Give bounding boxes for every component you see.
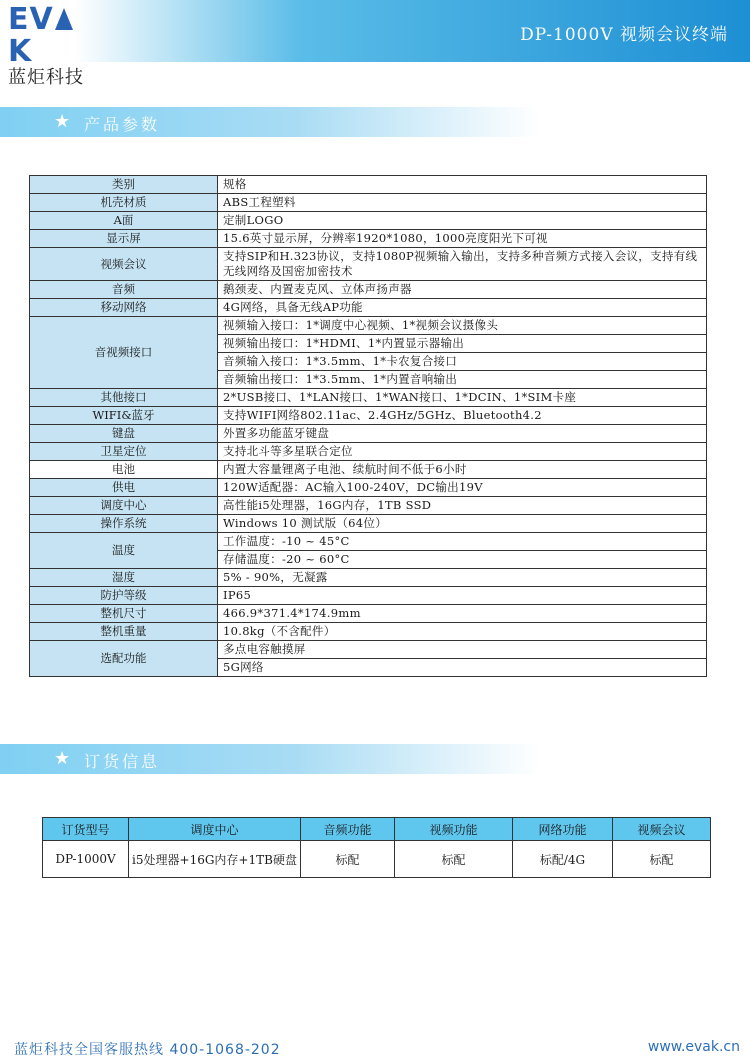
spec-row <box>30 248 707 281</box>
spec-table <box>29 175 707 677</box>
spec-value: 工作温度：-10 ~ 45°C <box>218 533 707 551</box>
order-cell: 标配/4G <box>513 841 613 878</box>
spec-value: 5% - 90%，无凝露 <box>218 569 707 587</box>
order-row <box>43 841 711 878</box>
spec-value: 2*USB接口、1*LAN接口、1*WAN接口、1*DCIN、1*SIM卡座 <box>218 389 707 407</box>
spec-row <box>30 515 707 533</box>
order-cell: 标配 <box>613 841 711 878</box>
params-section-bar <box>0 107 540 137</box>
page-header <box>0 0 750 88</box>
order-table <box>42 817 711 878</box>
order-header-cell: 音频功能 <box>301 818 395 841</box>
spec-key: 机壳材质 <box>30 194 218 212</box>
spec-value: 音频输出接口：1*3.5mm、1*内置音响输出 <box>218 371 707 389</box>
spec-row <box>30 479 707 497</box>
order-header-cell: 订货型号 <box>43 818 129 841</box>
spec-key: 键盘 <box>30 425 218 443</box>
spec-value: Windows 10 测试版（64位） <box>218 515 707 533</box>
spec-key: 防护等级 <box>30 587 218 605</box>
order-section-title: 订货信息 <box>84 752 161 771</box>
spec-key: 温度 <box>30 533 218 569</box>
website-link[interactable]: www.evak.cn <box>647 1039 740 1055</box>
spec-value: 视频输出接口：1*HDMI、1*内置显示器输出 <box>218 335 707 353</box>
spec-key: 类别 <box>30 176 218 194</box>
order-header-cell: 网络功能 <box>513 818 613 841</box>
spec-value: 支持SIP和H.323协议，支持1080P视频输入输出，支持多种音频方式接入会议，支持有线无线网络及国密加密技术 <box>218 248 707 281</box>
spec-row <box>30 605 707 623</box>
spec-value: 音频输入接口：1*3.5mm、1*卡农复合接口 <box>218 353 707 371</box>
spec-key: 整机重量 <box>30 623 218 641</box>
params-section-title: 产品参数 <box>84 115 161 134</box>
spec-row <box>30 299 707 317</box>
spec-row <box>30 281 707 299</box>
spec-value: 10.8kg（不含配件） <box>218 623 707 641</box>
spec-row <box>30 497 707 515</box>
order-cell: 标配 <box>395 841 513 878</box>
spec-key: 电池 <box>30 461 218 479</box>
spec-value: 4G网络，具备无线AP功能 <box>218 299 707 317</box>
spec-row <box>30 641 707 659</box>
brand-logo <box>8 2 88 88</box>
spec-row <box>30 389 707 407</box>
spec-value: 15.6英寸显示屏，分辨率1920*1080，1000亮度阳光下可视 <box>218 230 707 248</box>
order-cell: 标配 <box>301 841 395 878</box>
spec-row <box>30 569 707 587</box>
spec-row <box>30 317 707 335</box>
spec-value: 466.9*371.4*174.9mm <box>218 605 707 623</box>
spec-key: 显示屏 <box>30 230 218 248</box>
spec-key: 移动网络 <box>30 299 218 317</box>
spec-key: 其他接口 <box>30 389 218 407</box>
logo-cn-text: 蓝炬科技 <box>8 67 84 88</box>
spec-row <box>30 587 707 605</box>
spec-row <box>30 425 707 443</box>
spec-key: 供电 <box>30 479 218 497</box>
spec-key: 视频会议 <box>30 248 218 281</box>
spec-row <box>30 194 707 212</box>
order-header-row <box>43 818 711 841</box>
star-icon: ★ <box>54 748 71 769</box>
star-icon: ★ <box>54 111 71 132</box>
spec-row <box>30 407 707 425</box>
spec-header-row <box>30 176 707 194</box>
order-header-cell: 调度中心 <box>129 818 301 841</box>
spec-key: 音视频接口 <box>30 317 218 389</box>
spec-row <box>30 461 707 479</box>
spec-key: 操作系统 <box>30 515 218 533</box>
spec-value: 5G网络 <box>218 659 707 677</box>
spec-key: 湿度 <box>30 569 218 587</box>
spec-key: WIFI&蓝牙 <box>30 407 218 425</box>
spec-value: 视频输入接口：1*调度中心视频、1*视频会议摄像头 <box>218 317 707 335</box>
order-header-cell: 视频功能 <box>395 818 513 841</box>
spec-value: 存储温度：-20 ~ 60°C <box>218 551 707 569</box>
spec-value: 规格 <box>218 176 707 194</box>
spec-value: IP65 <box>218 587 707 605</box>
page-footer <box>0 1039 750 1061</box>
spec-row <box>30 230 707 248</box>
spec-value: 鹅颈麦、内置麦克风、立体声扬声器 <box>218 281 707 299</box>
order-cell: DP-1000V <box>43 841 129 878</box>
spec-key: 选配功能 <box>30 641 218 677</box>
spec-value: ABS工程塑料 <box>218 194 707 212</box>
spec-value: 支持北斗等多星联合定位 <box>218 443 707 461</box>
spec-value: 120W适配器：AC输入100-240V，DC输出19V <box>218 479 707 497</box>
spec-key: 音频 <box>30 281 218 299</box>
spec-row <box>30 533 707 551</box>
spec-key: A面 <box>30 212 218 230</box>
spec-value: 定制LOGO <box>218 212 707 230</box>
spec-value: 内置大容量锂离子电池、续航时间不低于6小时 <box>218 461 707 479</box>
spec-value: 外置多功能蓝牙键盘 <box>218 425 707 443</box>
spec-key: 整机尺寸 <box>30 605 218 623</box>
order-cell: i5处理器+16G内存+1TB硬盘 <box>129 841 301 878</box>
spec-value: 高性能i5处理器，16G内存，1TB SSD <box>218 497 707 515</box>
logo-mark: EVK <box>8 4 88 68</box>
spec-value: 多点电容触摸屏 <box>218 641 707 659</box>
order-section-bar <box>0 744 540 774</box>
order-header-cell: 视频会议 <box>613 818 711 841</box>
spec-value: 支持WIFI网络802.11ac、2.4GHz/5GHz、Bluetooth4.2 <box>218 407 707 425</box>
product-title: DP-1000V 视频会议终端 <box>520 25 728 45</box>
hotline-text: 蓝炬科技全国客服热线 400-1068-202 <box>14 1042 281 1058</box>
spec-row <box>30 212 707 230</box>
spec-row <box>30 623 707 641</box>
spec-key: 卫星定位 <box>30 443 218 461</box>
spec-key: 调度中心 <box>30 497 218 515</box>
spec-row <box>30 443 707 461</box>
